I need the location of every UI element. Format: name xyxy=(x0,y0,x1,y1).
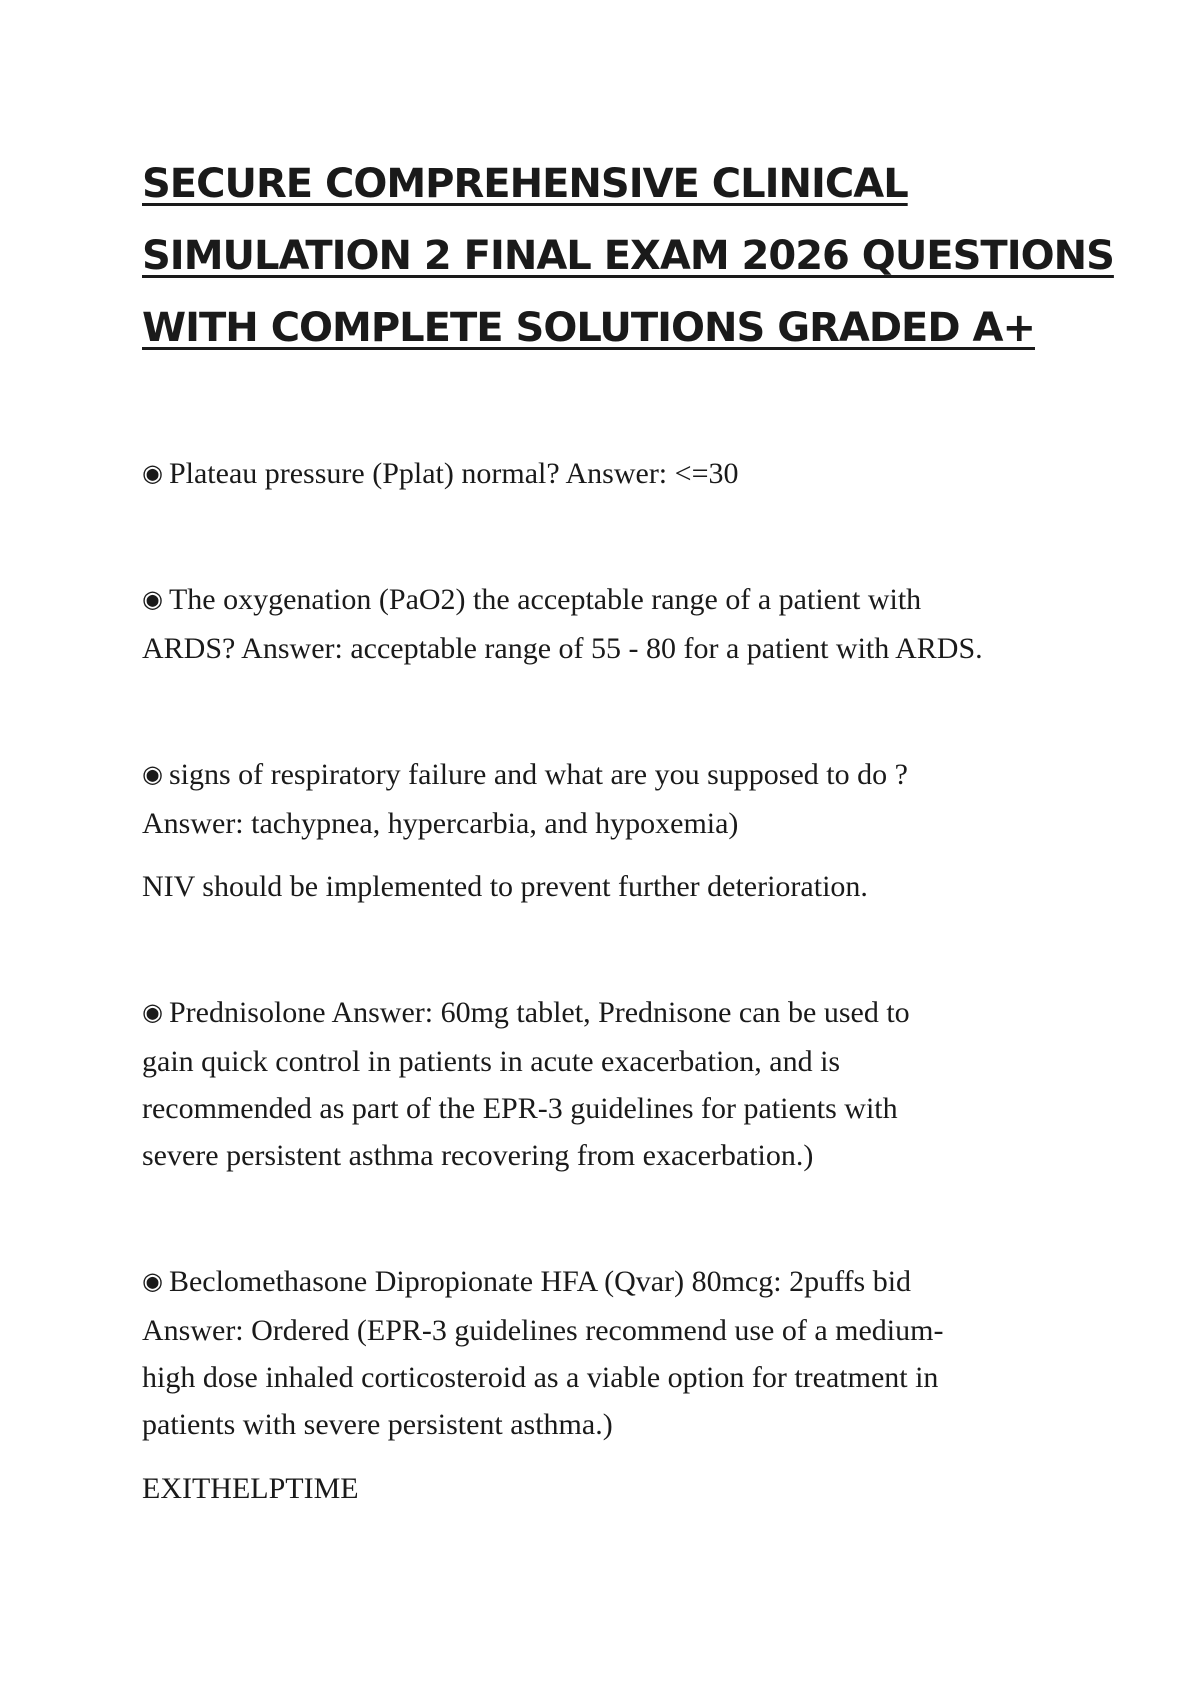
qa-item xyxy=(142,989,1082,1179)
qa-item xyxy=(142,751,1082,847)
qa-text: Plateau pressure (Pplat) normal? Answer: <=30 xyxy=(168,457,739,490)
qa-text: Beclomethasone Dipropionate HFA (Qvar) 80mcg: 2puffs bid xyxy=(168,1265,912,1298)
qa-line: recommended as part of the EPR-3 guidelines for patients with xyxy=(142,1092,898,1125)
bullet-icon: ◉ xyxy=(142,459,163,487)
bullet-icon: ◉ xyxy=(142,585,163,613)
qa-text: Prednisolone Answer: 60mg tablet, Prednisone can be used to xyxy=(168,996,910,1029)
qa-item xyxy=(142,576,1082,672)
qa-extra-note: NIV should be implemented to prevent further deterioration. xyxy=(142,870,868,903)
qa-line xyxy=(142,576,1082,625)
qa-line: severe persistent asthma recovering from exacerbation.) xyxy=(142,1139,814,1172)
qa-item xyxy=(142,450,1082,499)
bullet-icon: ◉ xyxy=(142,1267,163,1295)
qa-line: ARDS? Answer: acceptable range of 55 - 80 for a patient with ARDS. xyxy=(142,632,983,665)
footer-text: EXITHELPTIME xyxy=(142,1472,359,1505)
title-line: SECURE COMPREHENSIVE CLINICAL xyxy=(142,161,908,207)
qa-line xyxy=(142,989,1082,1038)
title-line: SIMULATION 2 FINAL EXAM 2026 QUESTIONS xyxy=(142,233,1114,279)
document-title xyxy=(142,148,1114,364)
qa-line xyxy=(142,1258,1082,1307)
qa-line: Answer: tachypnea, hypercarbia, and hypoxemia) xyxy=(142,807,739,840)
qa-line xyxy=(142,450,1082,499)
qa-line: gain quick control in patients in acute exacerbation, and is xyxy=(142,1045,841,1078)
qa-text: signs of respiratory failure and what are you supposed to do ? xyxy=(168,758,908,791)
qa-line: high dose inhaled corticosteroid as a viable option for treatment in xyxy=(142,1361,939,1394)
title-line: WITH COMPLETE SOLUTIONS GRADED A+ xyxy=(142,305,1035,351)
bullet-icon: ◉ xyxy=(142,760,163,788)
qa-line: patients with severe persistent asthma.) xyxy=(142,1408,613,1441)
bullet-icon: ◉ xyxy=(142,998,163,1026)
qa-line: Answer: Ordered (EPR-3 guidelines recommend use of a medium- xyxy=(142,1314,944,1347)
qa-line xyxy=(142,751,1082,800)
qa-text: The oxygenation (PaO2) the acceptable range of a patient with xyxy=(168,583,922,616)
qa-item xyxy=(142,1258,1082,1448)
